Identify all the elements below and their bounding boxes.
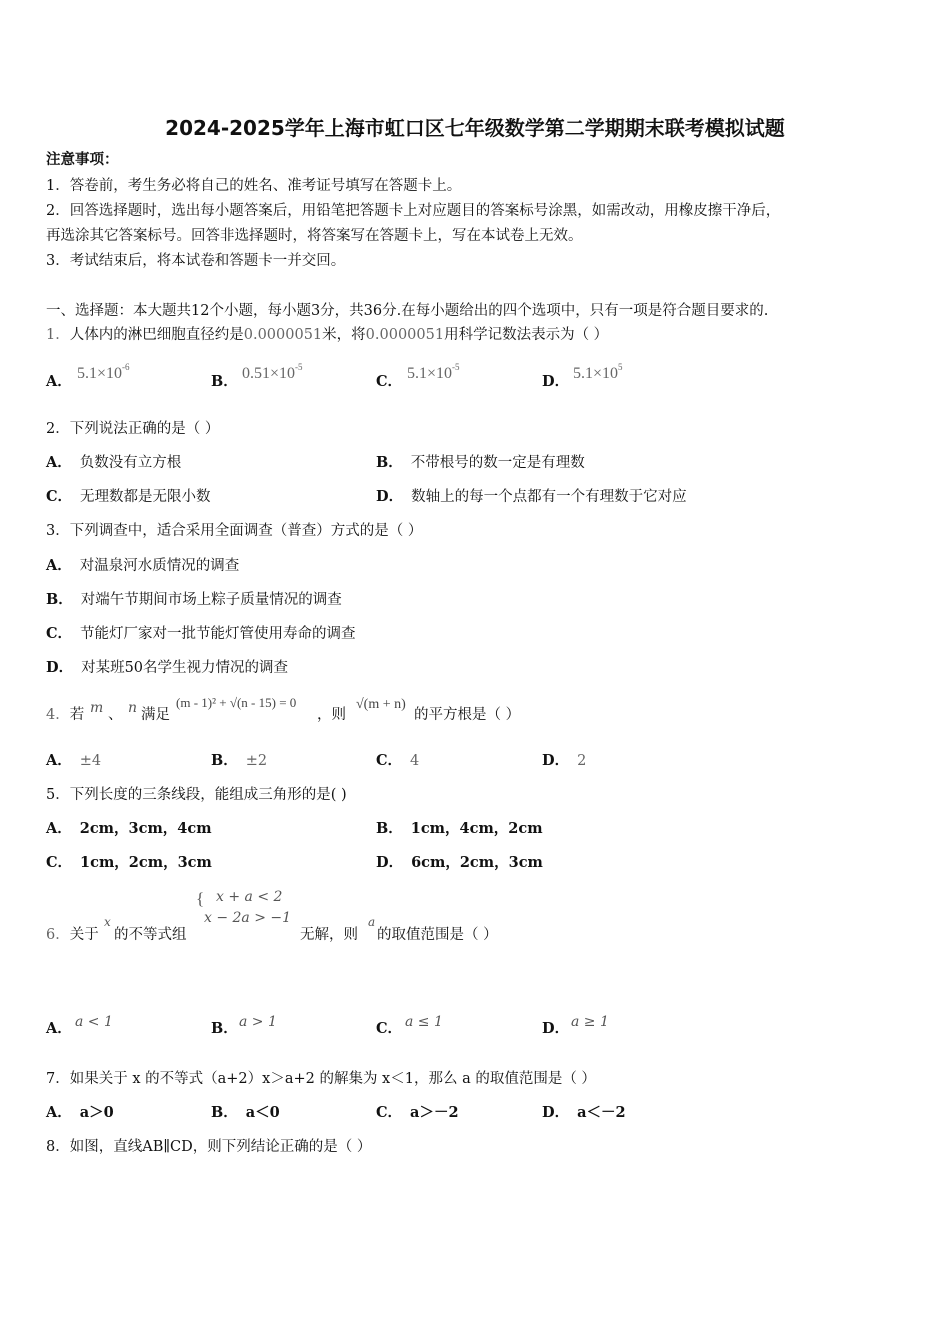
q6-option-b: B．	[211, 1020, 238, 1037]
q4-option-d: D． 2	[542, 752, 587, 769]
q5-option-b: B． 1cm，4cm，2cm	[376, 820, 543, 837]
question-8: 8．如图，直线AB∥CD，则下列结论正确的是（ ）	[46, 1139, 372, 1155]
q6-option-c: C．	[376, 1020, 403, 1037]
page-title: 2024-2025学年上海市虹口区七年级数学第二学期期末联考模拟试题	[165, 116, 785, 140]
question-text: 人体内的淋巴细胞直径约是	[69, 327, 244, 343]
var-n: n	[128, 700, 138, 716]
q1-option-a-math: $5.1\times 10^{-6}$	[77, 362, 130, 382]
question-text: 的不等式组	[114, 927, 187, 943]
q1-option-b: B．	[211, 373, 238, 390]
q2-option-c: C． 无理数都是无限小数	[46, 488, 211, 505]
q1-option-d: D．	[542, 373, 570, 390]
q4-equation: (m - 1)² + √(n - 15) = 0	[176, 695, 297, 710]
question-number: 1．	[46, 327, 70, 343]
q6-option-c-math: a ≤ 1	[405, 1014, 443, 1030]
q3-option-d: D． 对某班50名学生视力情况的调查	[46, 659, 289, 676]
q1-option-c-math: $5.1\times 10^{-5}$	[407, 362, 460, 382]
math-value: 0.0000051	[365, 327, 445, 343]
q6-option-b-math: a > 1	[239, 1014, 277, 1030]
q1-option-b-math: $0.51\times 10^{-5}$	[242, 362, 303, 382]
q7-option-c: C． a＞－2	[376, 1104, 459, 1121]
q2-option-a: A． 负数没有立方根	[46, 454, 182, 471]
q3-option-b: B． 对端午节期间市场上粽子质量情况的调查	[46, 591, 342, 608]
question-text: 的取值范围是（ ）	[377, 927, 498, 943]
question-text: 用科学记数法表示为（ ）	[444, 327, 609, 343]
section-heading: 一、选择题：本大题共12个小题，每小题3分，共36分.在每小题给出的四个选项中，只有一项是符合题目要求的.	[46, 303, 769, 319]
q4-option-c: C． 4	[376, 752, 420, 769]
q6-inequality-2: x − 2a > −1	[204, 910, 292, 926]
q1-option-d-math: $5.1\times 10^5$	[573, 362, 623, 382]
notice-heading: 注意事项：	[46, 151, 119, 168]
q1-option-a: A．	[46, 373, 72, 390]
q6-option-d: D．	[542, 1020, 570, 1037]
notice-item-3: 3．考试结束后，将本试卷和答题卡一并交回。	[46, 253, 346, 269]
q5-option-d: D． 6cm，2cm，3cm	[376, 854, 543, 871]
math-value: 0.0000051	[243, 327, 323, 343]
notice-item-1: 1．答卷前，考生务必将自己的姓名、准考证号填写在答题卡上。	[46, 178, 462, 194]
q2-option-b: B． 不带根号的数一定是有理数	[376, 454, 585, 471]
q6-inequality-1: x + a < 2	[216, 889, 283, 905]
question-5: 5．下列长度的三条线段，能组成三角形的是( )	[46, 787, 347, 803]
question-1	[46, 325, 608, 345]
q5-option-a: A． 2cm，3cm，4cm	[46, 820, 212, 837]
question-text: ，则	[317, 707, 346, 723]
notice-item-2-cont: 再选涂其它答案标号。回答非选择题时，将答案写在答题卡上，写在本试卷上无效。	[46, 228, 583, 244]
q1-option-c: C．	[376, 373, 403, 390]
notice-item-2: 2．回答选择题时，选出每小题答案后，用铅笔把答题卡上对应题目的答案标号涂黑，如需改动，用橡皮擦干净后，	[46, 203, 781, 219]
q6-option-d-math: a ≥ 1	[571, 1014, 609, 1030]
question-text: 无解，则	[300, 927, 358, 943]
q3-option-c: C． 节能灯厂家对一批节能灯管使用寿命的调查	[46, 625, 356, 642]
var-m: m	[90, 700, 104, 716]
q7-option-a: A． a＞0	[46, 1104, 114, 1121]
q5-option-c: C． 1cm，2cm，3cm	[46, 854, 212, 871]
q4-sqrt-expr: √(m + n)	[356, 697, 406, 712]
var-a: a	[368, 915, 376, 929]
q7-option-b: B． a＜0	[211, 1104, 280, 1121]
question-text: 米，将	[322, 327, 366, 343]
brace-icon: {	[196, 889, 205, 908]
separator: 、	[108, 707, 123, 723]
q4-option-b: B． ±2	[211, 752, 268, 769]
q2-option-d: D． 数轴上的每一个点都有一个有理数于它对应	[376, 488, 687, 505]
q3-option-a: A． 对温泉河水质情况的调查	[46, 557, 240, 574]
q7-option-d: D． a＜－2	[542, 1104, 626, 1121]
question-3: 3．下列调查中，适合采用全面调查（普查）方式的是（ ）	[46, 523, 423, 539]
q6-option-a: A．	[46, 1020, 72, 1037]
question-6: 6．关于	[46, 927, 99, 943]
q6-option-a-math: a < 1	[75, 1014, 113, 1030]
question-4: 4．若	[46, 707, 85, 723]
question-7: 7．如果关于 x 的不等式（a+2）x＞a+2 的解集为 x＜1，那么 a 的取值范围是（ ）	[46, 1071, 596, 1087]
q4-option-a: A． ±4	[46, 752, 102, 769]
question-2: 2．下列说法正确的是（ ）	[46, 421, 220, 437]
question-text: 的平方根是（ ）	[414, 707, 521, 723]
question-text: 满足	[141, 707, 170, 723]
var-x: x	[104, 915, 111, 929]
